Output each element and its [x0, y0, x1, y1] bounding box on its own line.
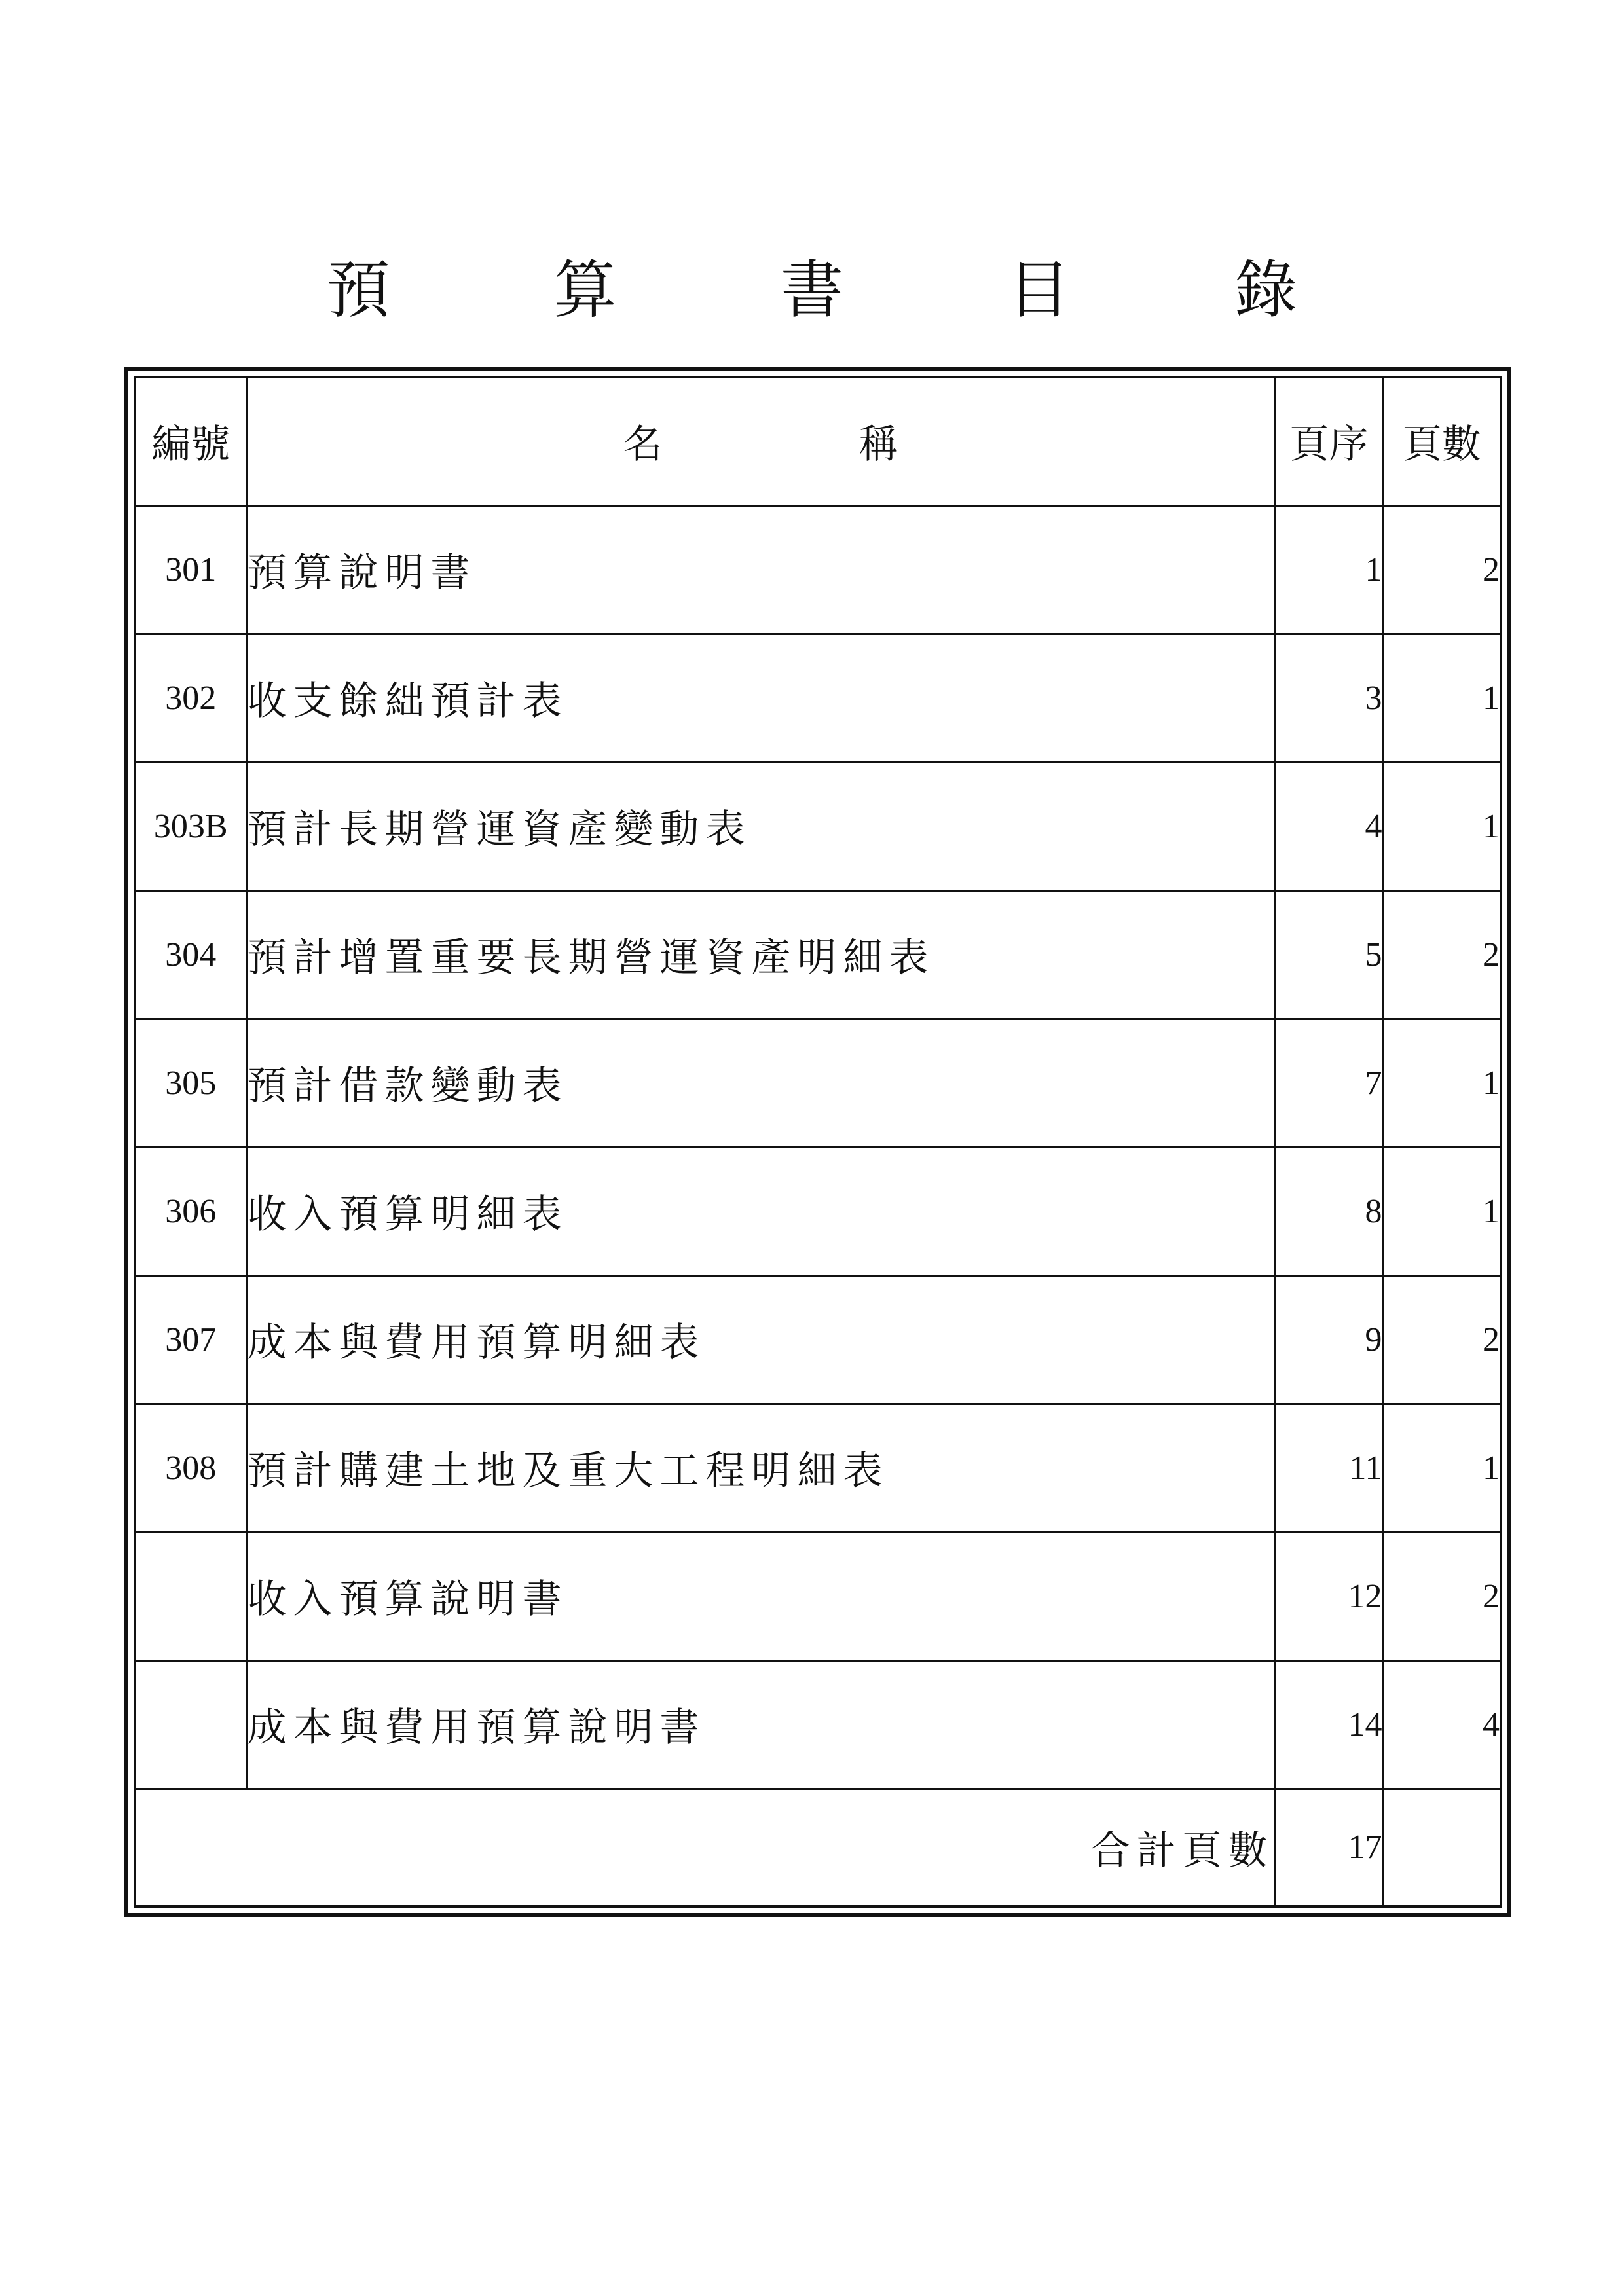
row-name: 收入預算明細表 — [246, 1147, 1275, 1275]
header-code: 編號 — [135, 377, 246, 505]
row-name: 預計借款變動表 — [246, 1019, 1275, 1147]
row-count: 1 — [1383, 634, 1501, 762]
toc-frame — [124, 367, 1511, 1917]
row-name: 收支餘絀預計表 — [246, 634, 1275, 762]
row-count: 2 — [1383, 505, 1501, 634]
table-row — [135, 505, 1501, 634]
table-row — [135, 1147, 1501, 1275]
row-code: 302 — [135, 634, 246, 762]
row-page: 11 — [1275, 1404, 1383, 1532]
row-name: 成本與費用預算說明書 — [246, 1660, 1275, 1789]
table-row — [135, 762, 1501, 890]
row-code: 306 — [135, 1147, 246, 1275]
row-code: 307 — [135, 1275, 246, 1404]
table-row — [135, 1275, 1501, 1404]
table-row — [135, 1019, 1501, 1147]
row-page: 1 — [1275, 505, 1383, 634]
header-name-left: 名 — [623, 422, 663, 468]
row-page: 3 — [1275, 634, 1383, 762]
row-count: 2 — [1383, 1532, 1501, 1660]
row-page: 14 — [1275, 1660, 1383, 1789]
header-name — [246, 377, 1275, 505]
table-row — [135, 1532, 1501, 1660]
row-name: 預計增置重要長期營運資產明細表 — [246, 890, 1275, 1019]
row-name: 預計長期營運資產變動表 — [246, 762, 1275, 890]
row-count: 2 — [1383, 890, 1501, 1019]
row-page: 9 — [1275, 1275, 1383, 1404]
header-row — [135, 377, 1501, 505]
row-page: 5 — [1275, 890, 1383, 1019]
row-count: 1 — [1383, 1404, 1501, 1532]
row-name: 預計購建土地及重大工程明細表 — [246, 1404, 1275, 1532]
row-count: 1 — [1383, 1019, 1501, 1147]
total-pages: 17 — [1275, 1789, 1383, 1906]
row-page: 8 — [1275, 1147, 1383, 1275]
row-page: 7 — [1275, 1019, 1383, 1147]
row-count: 1 — [1383, 762, 1501, 890]
row-code: 301 — [135, 505, 246, 634]
header-page-seq: 頁序 — [1275, 377, 1383, 505]
row-page: 12 — [1275, 1532, 1383, 1660]
row-code — [135, 1532, 246, 1660]
toc-table — [134, 376, 1502, 1908]
table-row — [135, 1660, 1501, 1789]
row-name: 預算說明書 — [246, 505, 1275, 634]
row-count: 1 — [1383, 1147, 1501, 1275]
row-page: 4 — [1275, 762, 1383, 890]
row-code: 304 — [135, 890, 246, 1019]
table-row — [135, 634, 1501, 762]
row-count: 4 — [1383, 1660, 1501, 1789]
total-count-empty — [1383, 1789, 1501, 1906]
header-page-count: 頁數 — [1383, 377, 1501, 505]
row-code — [135, 1660, 246, 1789]
total-row — [135, 1789, 1501, 1906]
row-count: 2 — [1383, 1275, 1501, 1404]
page-title: 預 算 書 目 錄 — [326, 253, 1370, 327]
table-row — [135, 890, 1501, 1019]
table-row — [135, 1404, 1501, 1532]
row-code: 305 — [135, 1019, 246, 1147]
row-name: 收入預算說明書 — [246, 1532, 1275, 1660]
header-name-right: 稱 — [858, 422, 898, 468]
row-code: 303B — [135, 762, 246, 890]
row-name: 成本與費用預算明細表 — [246, 1275, 1275, 1404]
total-label: 合計頁數 — [135, 1789, 1275, 1906]
row-code: 308 — [135, 1404, 246, 1532]
